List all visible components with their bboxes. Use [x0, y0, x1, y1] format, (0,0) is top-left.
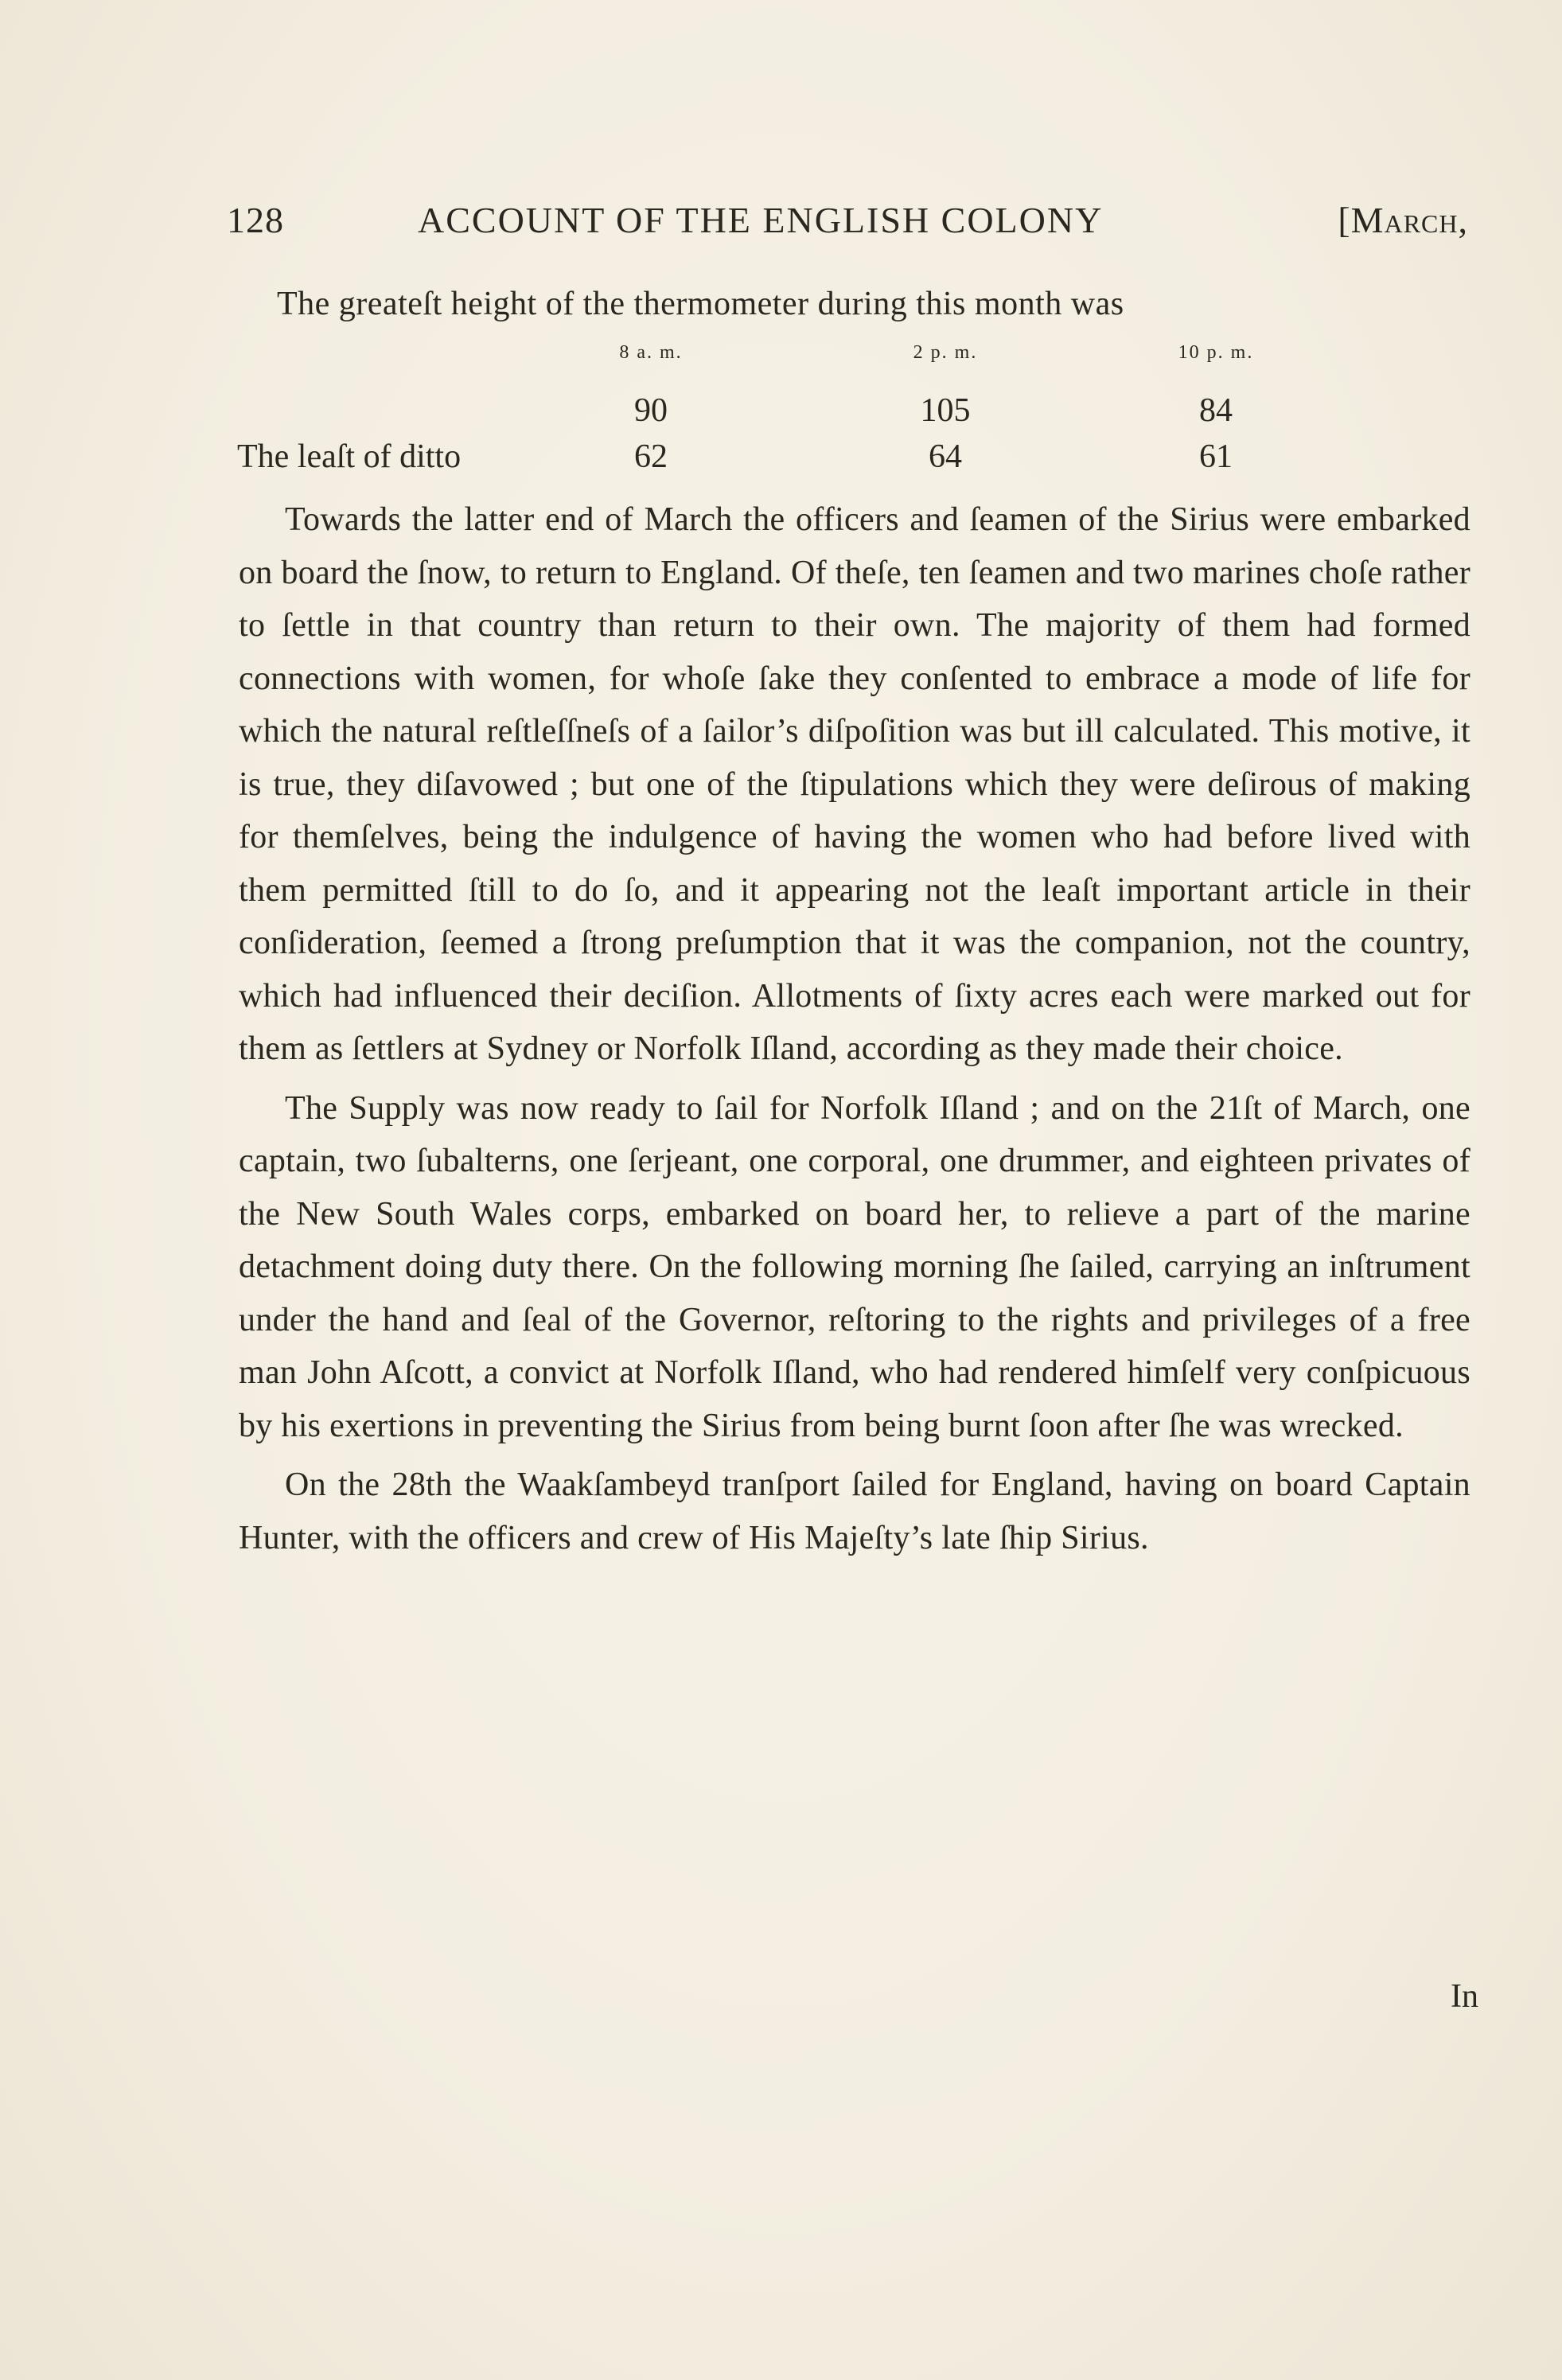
catchword: In	[1451, 1978, 1478, 2015]
thermometer-table	[237, 342, 1478, 485]
running-month: [March,	[1338, 200, 1468, 240]
greatest-10pm: 84	[1199, 392, 1233, 429]
paragraph-sirius-crew: Towards the latter end of March the officers and ſeamen of the Sirius were embarked on board the ſnow, to return to England. Of theſe, ten ſeamen and two marines choſe rather to ſettle in that country than return to their own. The majority of them had formed connections with women, for whoſe ſake they conſented to embrace a mode of life for which the natural reſtleſſneſs of a ſailor’s diſpoſition was but ill calculated. This motive, it is true, they diſavowed ; but one of the ſtipulations which they were deſirous of making for themſelves, being the indulgence of having the women who had before lived with them permitted ſtill to do ſo, and it appearing not the leaſt important article in their conſideration, ſeemed a ſtrong preſumption that it was the companion, not the country, which had influenced their deciſion. Allotments of ſixty acres each were marked out for them as ſettlers at Sydney or Norfolk Iſland, according as they made their choice.	[239, 501, 1470, 1067]
least-10pm: 61	[1199, 438, 1233, 475]
running-header	[227, 199, 1468, 255]
least-8am: 62	[634, 438, 668, 475]
thermometer-intro: The greateſt height of the thermometer during this month was	[277, 286, 1124, 322]
column-head-2pm: 2 p. m.	[913, 342, 978, 363]
column-head-10pm: 10 p. m.	[1178, 342, 1254, 363]
least-2pm: 64	[929, 438, 962, 475]
running-title: ACCOUNT OF THE ENGLISH COLONY	[418, 200, 1104, 240]
column-head-8am: 8 a. m.	[619, 342, 683, 363]
greatest-8am: 90	[634, 392, 668, 429]
least-label: The leaſt of ditto	[237, 438, 462, 475]
greatest-2pm: 105	[920, 392, 971, 429]
paragraph-waaksambeyd: On the 28th the Waakſambeyd tranſport ſailed for England, having on board Captain Hunter, with the officers and crew of His Majeſty’s late ſhip Sirius.	[239, 1467, 1470, 1556]
paragraph-supply-sailing: The Supply was now ready to ſail for Norfolk Iſland ; and on the 21ſt of March, one captain, two ſubalterns, one ſerjeant, one corporal, one drummer, and eighteen privates of the New South Wales corps, embarked on board her, to relieve a part of the marine detachment doing duty there. On the following morning ſhe ſailed, carrying an inſtrument under the hand and ſeal of the Governor, reſtoring to the rights and privileges of a free man John Aſcott, a convict at Norfolk Iſland, who had rendered himſelf very conſpicuous by his exertions in preventing the Sirius from being burnt ſoon after ſhe was wrecked.	[239, 1089, 1470, 1444]
page-number: 128	[227, 200, 284, 240]
body-text	[239, 493, 1470, 1571]
